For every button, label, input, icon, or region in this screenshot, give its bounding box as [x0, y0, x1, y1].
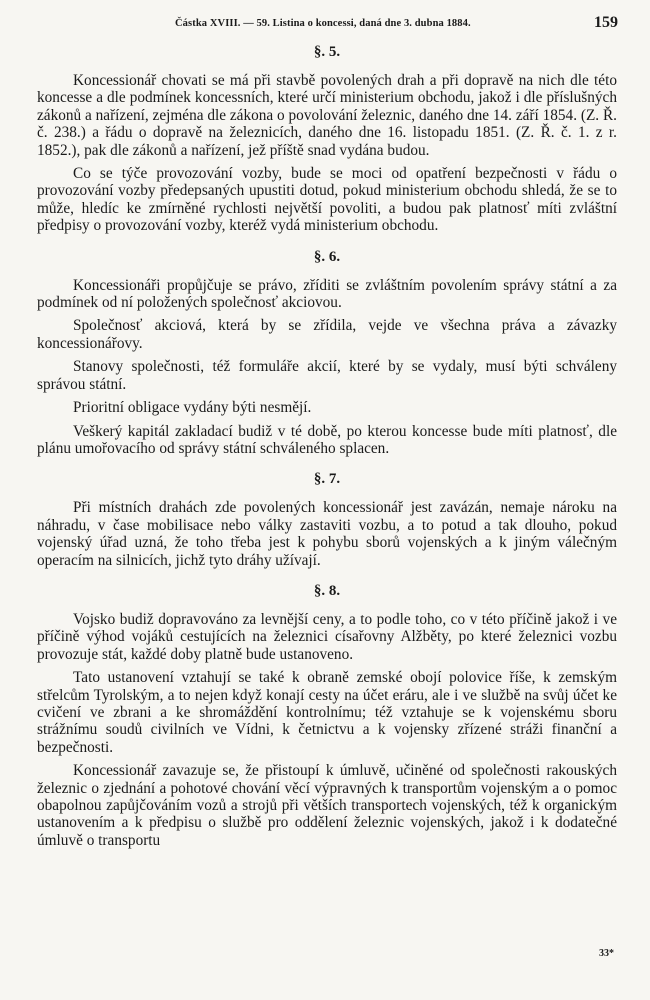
running-title: Částka XVIII. — 59. Listina o koncessi, daná dne 3. dubna 1884. — [175, 18, 471, 29]
section-heading-5: §. 5. — [313, 44, 341, 60]
paragraph: Koncessionář zavazuje se, že přistoupí k úmluvě, učiněné od společnosti rakouských železnic o zjednání a pohotové chování věcí výpravných k transportům vojenským a o pomoc obapolnou zapůjčováním vozů a strojů při větších transportech vojenských, též k organickým ustanovením a k předpisu o službě pro oddělení železnic vojenských, jakož i k dodatečné úmluvě o transportu — [37, 762, 617, 849]
signature-mark: 33* — [599, 948, 614, 959]
paragraph: Společnosť akciová, která by se zřídila, vejde ve všechna práva a závazky koncessionářovy. — [37, 317, 617, 352]
paragraph: Co se týče provozování vozby, bude se moci od opatření bezpečnosti v řádu o provozování vozby předepsaných upustiti dotud, pokud ministerium obchodu shledá, že se to může, hledíc ke zmírněné rychlosti největší povoliti, a budou pak platnosť míti zvláštní předpisy o provozování vozby, kteréž vydá ministerium obchodu. — [37, 165, 617, 235]
paragraph: Prioritní obligace vydány býti nesmějí. — [73, 399, 312, 417]
paragraph: Tato ustanovení vztahují se také k obraně zemské obojí polovice říše, k zemským střelcům Tyrolským, a to nejen když konají cesty na účet eráru, ale i ve službě na svůj účet ke cvičení ve zbrani a ke shromáždění kontrolnímu; též vztahuje se k vojenskému sboru strážnímu soudů civilních ve Vídni, k četnictvu a k vojensky zřízené stráži finanční a bezpečnosti. — [37, 669, 617, 756]
paragraph: Stanovy společnosti, též formuláře akcií, které by se vydaly, musí býti schváleny správou státní. — [37, 358, 617, 393]
paragraph: Vojsko budiž dopravováno za levnější ceny, a to podle toho, co v této příčině jakož i ve příčině výhod vojáků cestujících na železnici císařovny Alžběty, po které železnici vozbu provozuje stát, každé doby platně bude ustanoveno. — [37, 610, 617, 663]
page-number: 159 — [594, 14, 618, 31]
running-header — [0, 14, 650, 38]
paragraph: Při místních drahách zde povolených koncessionář jest zavázán, nemaje nároku na náhradu, v čase mobilisace nebo války zastaviti vozbu, a to potud a tak dlouho, pokud vojenský úřad uzná, že toho třeba jest k pohybu sborů vojenských a k jiným válečným operacím na silnicích, jichž tyto dráhy užívají. — [37, 499, 617, 569]
section-heading-7: §. 7. — [313, 471, 341, 488]
document-body — [37, 44, 617, 855]
paragraph: Koncessionář chovati se má při stavbě povolených drah a při dopravě na nich dle této koncesse a dle podmínek koncessních, které určí ministerium obchodu, jakož i dle příslušných zákonů a nařízení, zejména dle zákona o povolování železnic, daného dne 14. září 1854. (Z. Ř. č. 238.) a řádu o dopravě na železnicích, daného dne 16. listopadu 1851. (Z. Ř. č. 1. z r. 1852.), pak dle zákonů a nařízení, jež příště snad vydána budou. — [37, 72, 617, 159]
paragraph: Koncessionáři propůjčuje se právo, zříditi se zvláštním povolením správy státní a za podmínek od ní položených společnosť akciovou. — [37, 276, 617, 312]
section-heading-8: §. 8. — [313, 582, 341, 599]
paragraph: Veškerý kapitál zakladací budiž v té době, po kterou koncesse bude míti platnosť, dle plánu umořovacího od správy státní schváleného splacen. — [37, 422, 617, 457]
section-heading-6: §. 6. — [313, 248, 341, 265]
